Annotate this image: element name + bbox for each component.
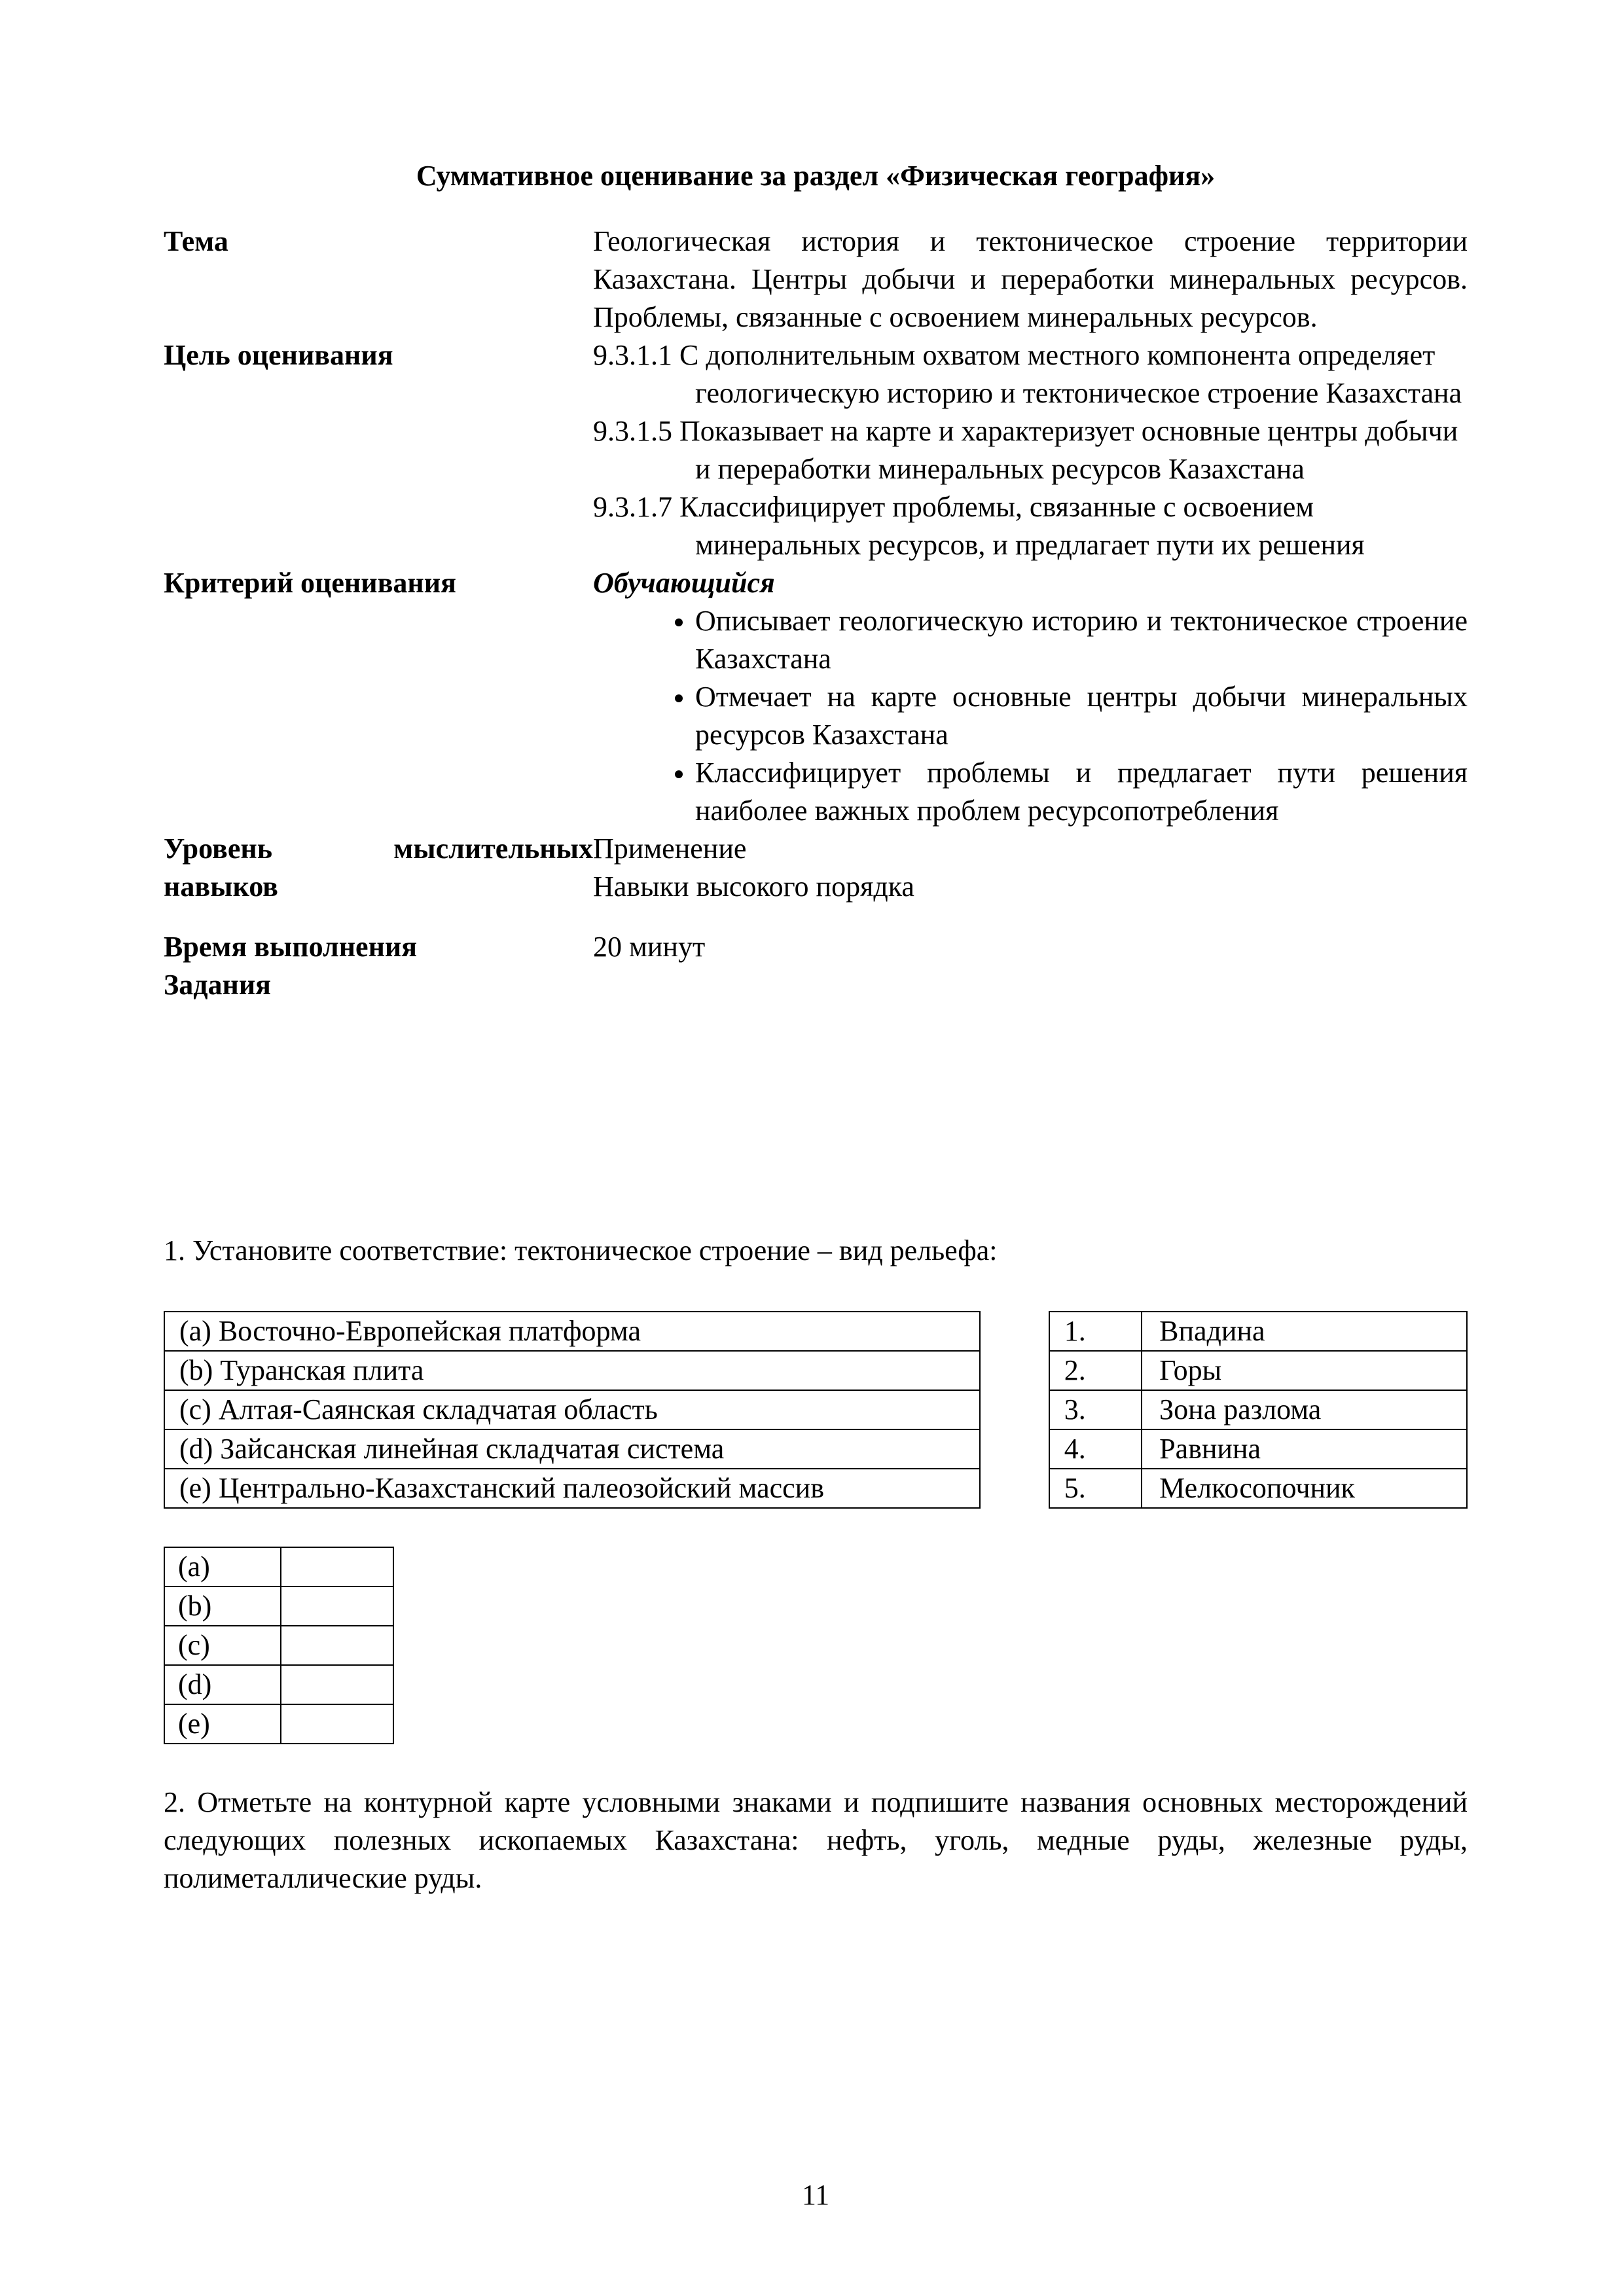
- criteria-heading: Обучающийся: [593, 567, 775, 599]
- relief-number-cell: 3.: [1049, 1390, 1142, 1429]
- time-label: [164, 928, 593, 1004]
- answer-blank-cell[interactable]: [281, 1547, 393, 1587]
- page-number: 11: [801, 2179, 830, 2211]
- level-label-line: навыков: [164, 870, 278, 903]
- level-value-line: Применение: [593, 833, 747, 865]
- time-label-line: Время выполнения: [164, 931, 418, 963]
- criteria-list: [593, 602, 1468, 830]
- answer-letter-cell: (b): [164, 1587, 281, 1626]
- document-page: [164, 0, 1468, 2296]
- relief-number-cell: 5.: [1049, 1469, 1142, 1508]
- time-value: 20 минут: [593, 931, 706, 963]
- answer-row: [164, 1547, 393, 1587]
- relief-number-cell: 1.: [1049, 1312, 1142, 1351]
- answer-blank-cell[interactable]: [281, 1665, 393, 1704]
- tectonic-structure-cell: (d) Зайсанская линейная складчатая система: [164, 1429, 980, 1469]
- answer-blank-cell[interactable]: [281, 1626, 393, 1665]
- goal-list: [593, 336, 1468, 564]
- tectonic-structure-cell: (b) Туранская плита: [164, 1351, 980, 1390]
- criteria-item: • Отмечает на карте основные центры добычи минеральных ресурсов Казахстана: [695, 678, 1468, 754]
- topic-row: [164, 223, 1468, 336]
- matching-row: [164, 1429, 1467, 1469]
- topic-text: Геологическая история и тектоническое строение территории Казахстана. Центры добычи и переработки минеральных ресурсов. Проблемы, связанные с освоением минеральных ресурсов.: [593, 225, 1468, 333]
- topic-label: Тема: [164, 225, 228, 257]
- relief-type-cell: Впадина: [1142, 1312, 1467, 1351]
- level-value-line: Навыки высокого порядка: [593, 870, 914, 903]
- relief-number-cell: 2.: [1049, 1351, 1142, 1390]
- assessment-info-table: [164, 223, 1468, 1004]
- answer-letter-cell: (e): [164, 1704, 281, 1744]
- answer-row: [164, 1626, 393, 1665]
- answer-row: [164, 1587, 393, 1626]
- goal-row: [164, 336, 1468, 564]
- relief-number-cell: 4.: [1049, 1429, 1142, 1469]
- matching-row: [164, 1351, 1467, 1390]
- matching-table: [164, 1311, 1468, 1509]
- relief-type-cell: Зона разлома: [1142, 1390, 1467, 1429]
- question-1: 1. Установите соответствие: тектоническое строение – вид рельефа:: [164, 1234, 998, 1266]
- goal-item: 9.3.1.5 Показывает на карте и характеризует основные центры добычи и переработки минеральных ресурсов Казахстана: [593, 415, 1458, 485]
- matching-row: [164, 1469, 1467, 1508]
- criteria-block: [593, 564, 1468, 830]
- level-value: [593, 830, 1468, 906]
- answer-row: [164, 1665, 393, 1704]
- answer-table: [164, 1547, 394, 1744]
- tectonic-structure-cell: (c) Алтая-Саянская складчатая область: [164, 1390, 980, 1429]
- answer-blank-cell[interactable]: [281, 1587, 393, 1626]
- answer-letter-cell: (d): [164, 1665, 281, 1704]
- criteria-label: Критерий оценивания: [164, 567, 456, 599]
- matching-gap-cell: [980, 1312, 1049, 1508]
- question-2: 2. Отметьте на контурной карте условными знаками и подпишите названия основных месторождений следующих полезных ископаемых Казахстана: нефть, уголь, медные руды, железные руды, полиметаллические руды.: [164, 1786, 1468, 1894]
- answer-letter-cell: (c): [164, 1626, 281, 1665]
- spacer-row: [164, 906, 1468, 928]
- tectonic-structure-cell: (e) Центрально-Казахстанский палеозойский массив: [164, 1469, 980, 1508]
- answer-blank-cell[interactable]: [281, 1704, 393, 1744]
- time-row: [164, 928, 1468, 1004]
- goal-item: 9.3.1.7 Классифицирует проблемы, связанные с освоением минеральных ресурсов, и предлагает пути их решения: [593, 491, 1365, 561]
- level-label-line: Уровень мыслительных: [164, 833, 593, 865]
- matching-row: [164, 1312, 1467, 1351]
- answer-row: [164, 1704, 393, 1744]
- goal-item: 9.3.1.1 С дополнительным охватом местного компонента определяет геологическую историю и тектоническое строение Казахстана: [593, 339, 1462, 409]
- relief-type-cell: Равнина: [1142, 1429, 1467, 1469]
- criteria-item: • Классифицирует проблемы и предлагает пути решения наиболее важных проблем ресурсопотребления: [695, 754, 1468, 830]
- time-label-line: Задания: [164, 969, 271, 1001]
- relief-type-cell: Горы: [1142, 1351, 1467, 1390]
- level-label: [164, 830, 593, 906]
- goal-label: Цель оценивания: [164, 339, 393, 371]
- tectonic-structure-cell: (a) Восточно-Европейская платформа: [164, 1312, 980, 1351]
- answer-letter-cell: (a): [164, 1547, 281, 1587]
- criteria-row: [164, 564, 1468, 830]
- level-row: [164, 830, 1468, 906]
- matching-row: [164, 1390, 1467, 1429]
- document-title: Суммативное оценивание за раздел «Физическая география»: [416, 160, 1216, 192]
- criteria-item: • Описывает геологическую историю и тектоническое строение Казахстана: [695, 602, 1468, 678]
- relief-type-cell: Мелкосопочник: [1142, 1469, 1467, 1508]
